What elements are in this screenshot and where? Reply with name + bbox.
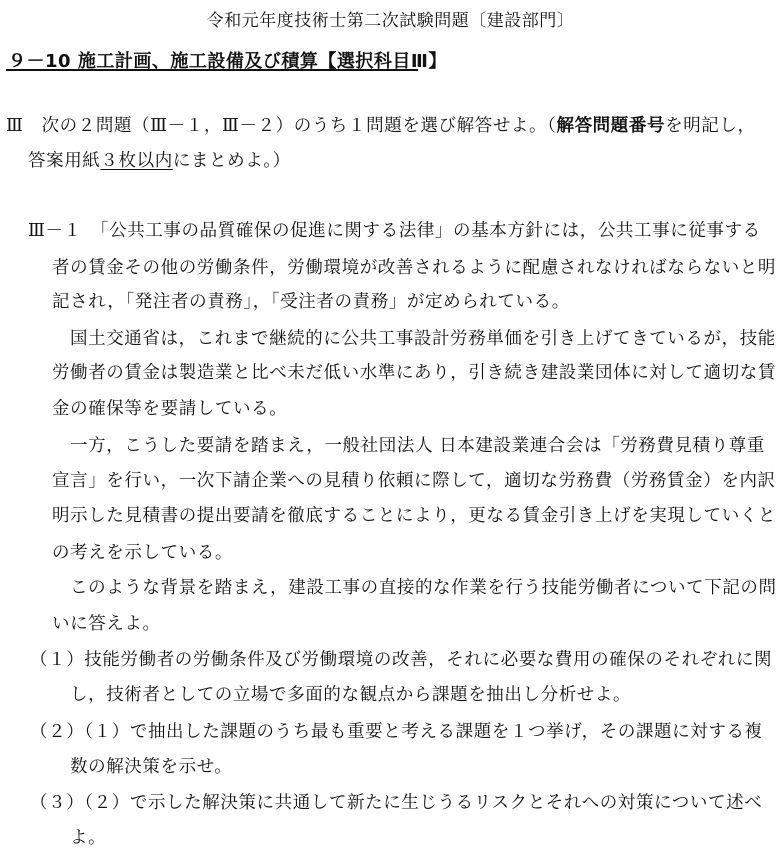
question-line: Ⅲ－１ 「公共工事の品質確保の促進に関する法律」の基本方針には，公共工事に従事する [28,221,761,241]
instruction-line-2 [28,151,291,171]
instruction-line-1 [6,116,756,136]
page-title: 令和元年度技術士第二次試験問題〔建設部門〕 [206,11,575,31]
question-line: 労働者の賃金は製造業と比べ未だ低い水準にあり，引き続き建設業団体に対して適切な賃 [52,363,776,383]
instruction-text: Ⅲ 次の２問題（Ⅲ－１，Ⅲ－２）のうち１問題を選び解答せよ。（ [6,116,557,136]
instruction-underlined: ３枚以内 [100,151,173,171]
question-line: このような背景を踏まえ，建設工事の直接的な作業を行う技能労働者について下記の問 [70,578,777,598]
question-line: 一方，こうした要請を踏まえ，一般社団法人 日本建設業連合会は「労務費見積り尊重 [70,436,766,456]
question-line: 明示した見積書の提出要請を徹底することにより，更なる賃金引き上げを実現していくと [52,506,776,526]
question-line: し，技術者としての立場で多面的な観点から課題を抽出し分析せよ。 [70,685,632,705]
question-line: 国土交通省は，これまで継続的に公共工事設計労務単価を引き上げてきているが，技能 [70,329,776,349]
question-line: 宣言」を行い，一次下請企業への見積り依頼に際して，適切な労務費（労務賃金）を内訳 [52,471,776,491]
instruction-emphasis: 解答問題番号 [556,116,666,136]
question-line: いに答えよ。 [52,614,161,634]
question-line: の考えを示している。 [52,543,233,563]
question-line: 記され，「発注者の責務」，「受注者の責務」が定められている。 [52,292,570,312]
question-line: 数の解決策を示せ。 [70,757,233,777]
subject-underline [6,69,418,71]
instruction-text: を明記し， [665,116,756,136]
subject-title: ９－10 施工計画、施工設備及び積算【選択科目Ⅲ】 [8,51,447,72]
question-line: よ。 [70,828,107,848]
instruction-text: 答案用紙 [28,151,101,171]
question-line: （１）技能労働者の労働条件及び労働環境の改善，それに必要な費用の確保のそれぞれに関 [30,650,773,670]
question-line: （３）（２）で示した解決策に共通して新たに生じうるリスクとそれへの対策について述べ [30,793,763,813]
question-line: 金の確保等を要請している。 [52,399,288,419]
question-line: （２）（１）で抽出した課題のうち最も重要と考える課題を１つ挙げ，その課題に対する複 [30,722,763,742]
instruction-text: にまとめよ。） [172,151,291,171]
question-line: 者の賃金その他の労働条件，労働環境が改善されるように配慮されなければならないと明 [52,258,776,278]
